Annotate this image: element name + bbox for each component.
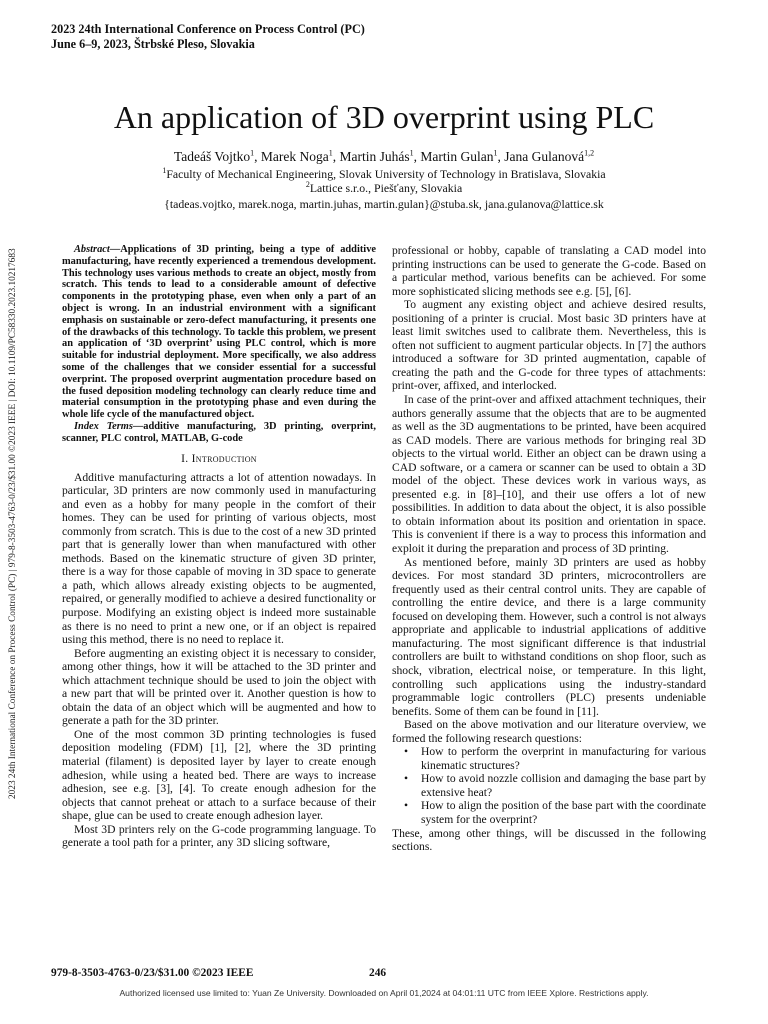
abstract	[62, 244, 376, 421]
conference-header	[51, 22, 365, 51]
index-terms	[62, 421, 376, 445]
paper-title: An application of 3D overprint using PLC	[113, 99, 655, 135]
paragraph: Additive manufacturing attracts a lot of attention nowadays. In particular, 3D printers are now commonly used in manufacturing and even as a hobby for many people in the comfort of their homes. They can be used for printing of various objects, most commonly from scratch. This is due to the cost of a new 3D printed part that is generally lower than when manufactured with other methods. Based on the kinematic structure of given 3D printer, there is a way for those capable of moving in 3D space to generate a path, which allows already existing objects to be augmented, repaired, or generally modified to achieve a desired functionality or purpose. Modifying an existing object is indeed more sustainable as there is no need to print a new one, or if an object is repaired using this method, there is no need to replace it.	[62, 470, 376, 647]
author-affiliation-mark: 1,2	[584, 148, 595, 158]
affiliation-text: Faculty of Mechanical Engineering, Slovak University of Technology in Bratislava, Slovakia	[166, 167, 606, 181]
license-notice: Authorized licensed use limited to: Yuan Ze University. Downloaded on April 01,2024 at 04:01:11 UTC from IEEE Xplore. Restrictions apply.	[119, 988, 649, 998]
list-item-text: How to perform the overprint in manufacturing for various kinematic structures?	[421, 745, 706, 772]
list-item	[392, 799, 706, 826]
conference-name: 2023 24th International Conference on Process Control (PC)	[51, 22, 365, 36]
affiliation-1	[0, 167, 768, 181]
section-heading-introduction: I. Introduction	[181, 451, 257, 465]
author-name: , Marek Noga	[254, 149, 329, 164]
page-number: 246	[369, 967, 387, 979]
bullet-icon: •	[404, 772, 409, 786]
left-column	[62, 244, 376, 850]
affiliation-mark: 2	[305, 180, 310, 190]
paragraph: As mentioned before, mainly 3D printers are used as hobby devices. For most standard 3D printers, microcontrollers are frequently used as their central control units. They are capable of controlling the entire device, and there is a large community focused on developing them. However, such a control is not always appropriate and applicable to industrial applications of additive manufacturing. The most significant difference is that industrial controllers are built to withstand conditions on shop floor, such as shock, vibration, electrical noise, or temperature. In this light, controlling such applications using the industry-standard programmable logic controllers (PLC) presents undeniable benefits. Some of them can be found in [11].	[392, 555, 706, 718]
research-questions-list	[392, 745, 706, 826]
author-name: , Jana Gulanová	[497, 149, 585, 164]
abstract-text: —Applications of 3D printing, being a type of additive manufacturing, have recently experienced a tremendous development. This technology uses various methods to create an object, mostly from scratch. This tends to lead to a considerable amount of defective components in the prototyping phase, even when only a part of an object is wrong. In an industrial environment with a significant emphasis on sustainable or zero-defect manufacturing, it presents one of the drawbacks of this technology. To tackle this problem, we present an application of ‘3D overprint’ using PLC control, which is more suitable for industrial deployment. More specifically, we also address some of the challenges that we consider essential for a successful overprint. The proposed overprint augmentation procedure based on the fused deposition modeling technology can clearly reduce time and material consumption in the prototyping phase and even during the whole life cycle of the manufactured object.	[62, 244, 376, 421]
author-affiliation-mark: 1	[493, 148, 498, 158]
side-doi-strip: 2023 24th International Conference on Process Control (PC) | 979-8-3503-4763-0/23/$31.00 ©2023 IEEE | DOI: 10.1109/PC58330.2023.10217683	[8, 248, 18, 799]
paragraph: Before augmenting an existing object it is necessary to consider, among other things, how it will be attached to the 3D printer and which attachment technique should be used to join the object with a new part that will be printed over it. Another question is how to obtain the data of an object which will be augmented and how to generate a path for the 3D printer.	[62, 646, 376, 728]
paragraph: Most 3D printers rely on the G-code programming language. To generate a tool path for a printer, any 3D slicing software,	[62, 822, 376, 850]
bullet-icon: •	[404, 745, 409, 759]
list-item-text: How to avoid nozzle collision and damaging the base part by extensive heat?	[421, 772, 706, 799]
abstract-label: Abstract	[74, 244, 110, 255]
affiliation-mark: 1	[162, 166, 167, 176]
footer-isbn: 979-8-3503-4763-0/23/$31.00 ©2023 IEEE	[51, 967, 254, 979]
author-affiliation-mark: 1	[409, 148, 414, 158]
list-item-text: How to align the position of the base part with the coordinate system for the overprint?	[421, 799, 706, 826]
conference-date-location: June 6–9, 2023, Štrbské Pleso, Slovakia	[51, 36, 255, 51]
list-item	[392, 772, 706, 799]
list-item	[392, 745, 706, 772]
paragraph: In case of the print-over and affixed attachment techniques, their authors generally assume that the objects that are to be augmented as well as the 3D augmentations to be printed, have been acquired as CAD models. There are various methods for bringing real 3D objects to the virtual world. Either an object can be drawn using a CAD software, or a camera or scanner can be used to obtain a 3D model of the object. These devices work in various ways, as presented e.g. in [8]–[10], and their use offers a lot of new possibilities. In addition to data about the object, it is also possible to obtain information about its position and orientation in space. This is convenient if there is a way to process this information and exploit it during the preparation and process of 3D printing.	[392, 393, 706, 556]
paragraph: One of the most common 3D printing technologies is fused deposition modeling (FDM) [1], [2], where the 3D printing material (filament) is deposited layer by layer to create enough adhesion, while using a heated bed. There are ways to increase adhesion, see e.g. [3], [4]. To create enough adhesion for the objects that cannot preheat or attach to a surface because of their shape, glue can be used to create enough adhesion layer.	[62, 727, 376, 823]
affiliation-2	[0, 181, 768, 195]
author-affiliation-mark: 1	[250, 148, 255, 158]
author-emails: {tadeas.vojtko, marek.noga, martin.juhas, martin.gulan}@stuba.sk, jana.gulanova@lattice.sk	[164, 197, 604, 211]
paragraph: These, among other things, will be discussed in the following sections.	[392, 826, 706, 854]
bullet-icon: •	[404, 799, 409, 813]
author-affiliation-mark: 1	[328, 148, 333, 158]
author-name: Tadeáš Vojtko	[173, 149, 251, 164]
paragraph: To augment any existing object and achieve desired results, positioning of a printer is crucial. Most basic 3D printers have at least limit switches used to calibrate them. Nevertheless, this is often not sufficient to augment particular objects. In [7] the authors introduced a software for 3D printed augmentation, capable of creating the path and the G-code for three types of attachments: print-over, affixed, and interlocked.	[392, 298, 706, 393]
author-list	[0, 149, 768, 165]
right-column	[392, 244, 706, 854]
paragraph: professional or hobby, capable of translating a CAD model into printing instructions can be used to generate the G-code. Based on a particular method, various benefits can be achieved. For some more sophisticated slicing methods see e.g. [5], [6].	[392, 244, 706, 298]
index-terms-label: Index Terms	[74, 420, 133, 432]
paragraph: Based on the above motivation and our literature overview, we formed the following research questions:	[392, 718, 706, 745]
author-name: , Martin Juhás	[332, 149, 410, 164]
index-terms-text: —additive manufacturing, 3D printing, overprint, scanner, PLC control, MATLAB, G-code	[62, 420, 376, 444]
author-name: , Martin Gulan	[413, 149, 494, 164]
affiliation-text: Lattice s.r.o., Piešťany, Slovakia	[309, 181, 463, 195]
